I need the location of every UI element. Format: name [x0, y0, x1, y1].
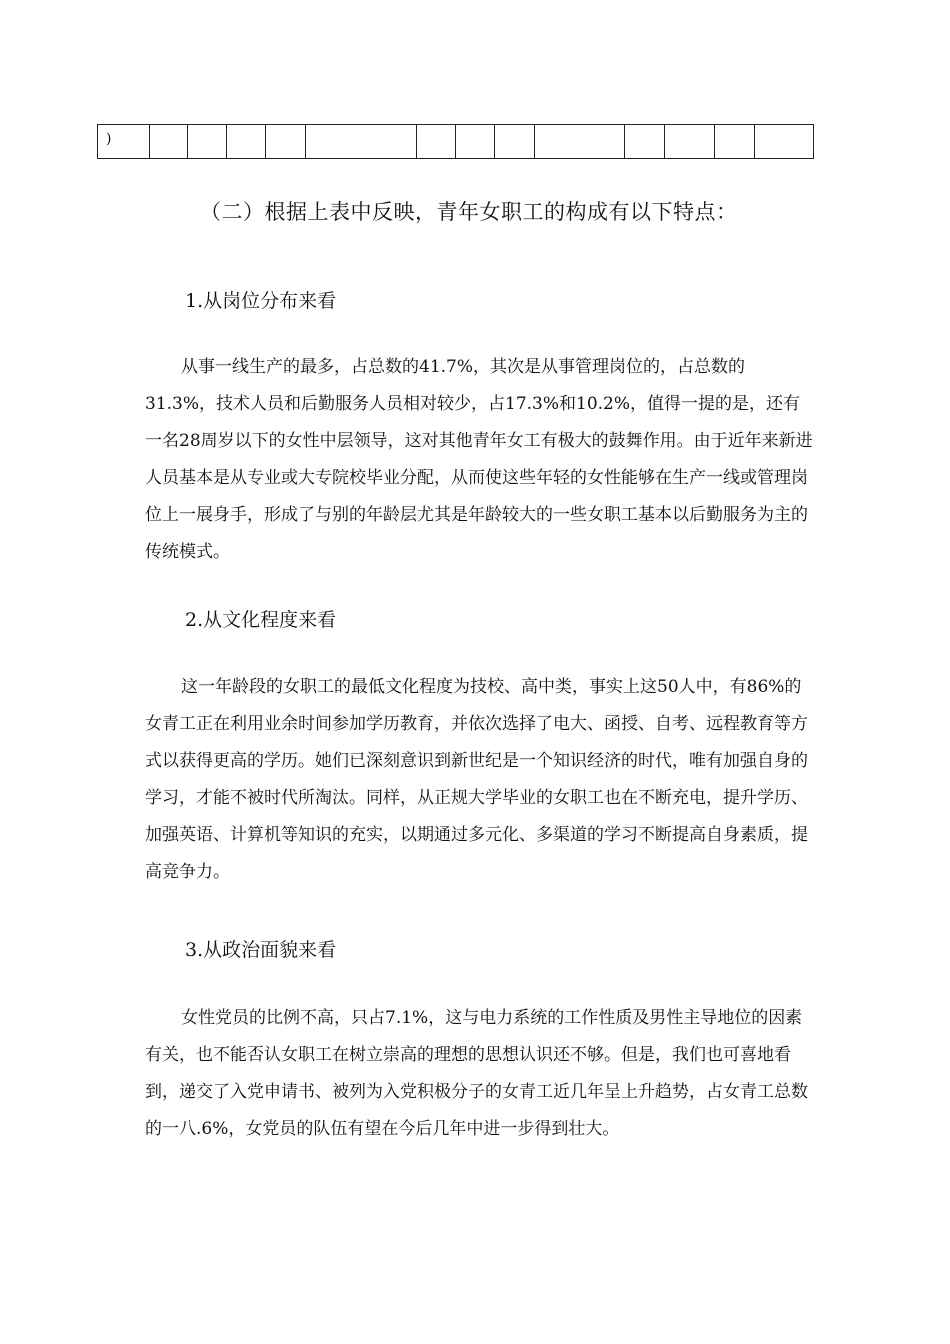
paragraph-education: 这一年龄段的女职工的最低文化程度为技校、高中类，事实上这50人中，有86%的女青工正在利用业余时间参加学历教育，并依次选择了电大、函授、自考、远程教育等方式以获得更高的学历。她们已深刻意识到新世纪是一个知识经济的时代，唯有加强自身的学习，才能不被时代所淘汰。同样，从正规大学毕业的女职工也在不断充电，提升学历、加强英语、计算机等知识的充实，以期通过多元化、多渠道的学习不断提高自身素质，提高竞争力。: [145, 677, 808, 882]
section-title: （二）根据上表中反映，青年女职工的构成有以下特点：: [200, 200, 738, 224]
table-row: [98, 125, 814, 159]
subsection-heading-job-distribution: 1.从岗位分布来看: [185, 290, 337, 312]
table-cell: [227, 125, 266, 159]
table-cell: [755, 125, 814, 159]
subsection-heading-political-status: 3.从政治面貌来看: [185, 939, 337, 961]
table-cell: [665, 125, 715, 159]
table-cell: [188, 125, 227, 159]
subsection-heading-education: 2.从文化程度来看: [185, 609, 337, 631]
paragraph-job-distribution: 从事一线生产的最多，占总数的41.7%，其次是从事管理岗位的，占总数的31.3%，技术人员和后勤服务人员相对较少，占17.3%和10.2%，值得一提的是，还有一名28周岁以下的女性中层领导，这对其他青年女工有极大的鼓舞作用。由于近年来新进人员基本是从专业或大专院校毕业分配，从而使这些年轻的女性能够在生产一线或管理岗位上一展身手，形成了与别的年龄层尤其是年龄较大的一些女职工基本以后勤服务为主的传统模式。: [145, 357, 813, 562]
table-cell: [535, 125, 625, 159]
table-cell: [266, 125, 306, 159]
paragraph-political-status: 女性党员的比例不高，只占7.1%，这与电力系统的工作性质及男性主导地位的因素有关，也不能否认女职工在树立崇高的理想的思想认识还不够。但是，我们也可喜地看到，递交了入党申请书、被列为入党积极分子的女青工近几年呈上升趋势，占女青工总数的一八.6%，女党员的队伍有望在今后几年中进一步得到壮大。: [145, 1008, 808, 1139]
table-fragment: [97, 124, 814, 159]
table-cell: [715, 125, 755, 159]
table-cell: [625, 125, 665, 159]
table-cell: [306, 125, 417, 159]
table-cell: [456, 125, 495, 159]
table-cell: [417, 125, 456, 159]
table-cell: ): [98, 125, 150, 159]
table-cell: [495, 125, 535, 159]
table-cell: [150, 125, 188, 159]
